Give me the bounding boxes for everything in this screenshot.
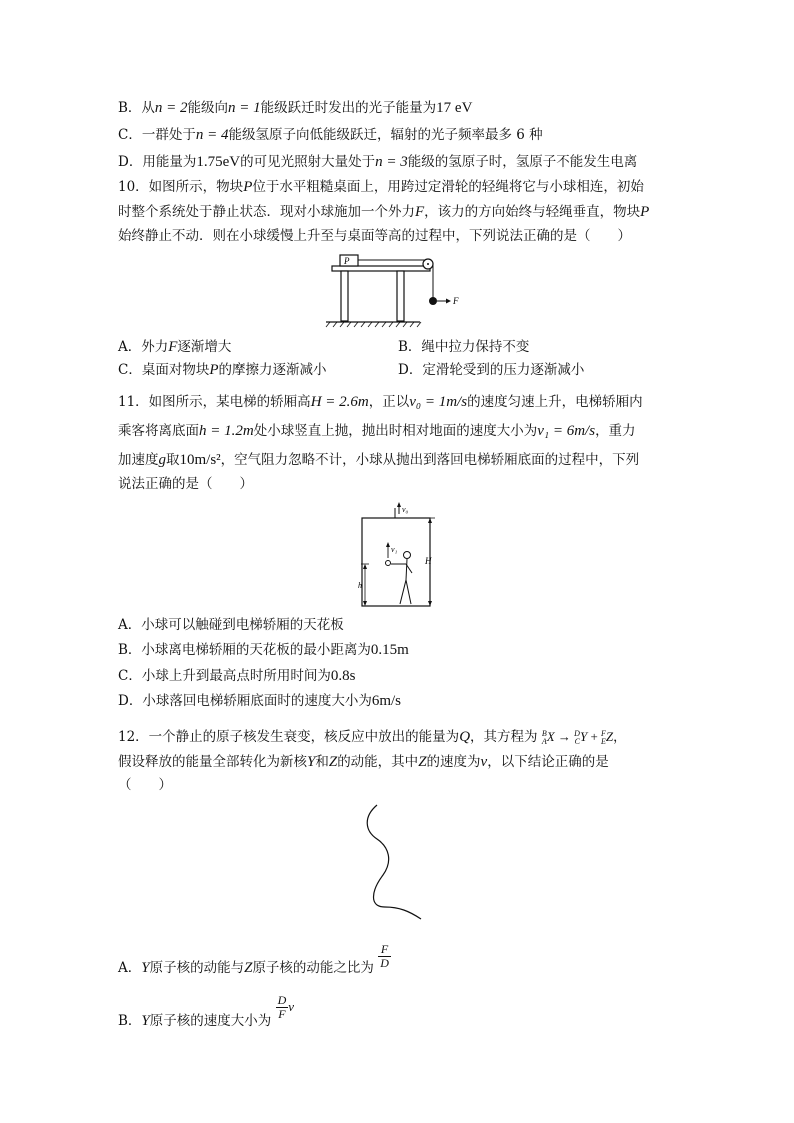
- q10-option-a: A．外力F逐渐增大: [118, 339, 232, 355]
- v1-label: v₁: [391, 545, 398, 554]
- thrown-ball: [386, 561, 391, 566]
- h-big-label: H: [425, 556, 432, 566]
- nuclear-equation: B A X → D C Y + F E Z，: [541, 729, 627, 747]
- q10-stem-line3: 始终静止不动．则在小球缓慢上升至与桌面等高的过程中，下列说法正确的是（ ）: [118, 228, 631, 244]
- elevator-car: [362, 518, 430, 606]
- block-p-label: P: [344, 256, 350, 266]
- q12-squiggle-artifact: [355, 795, 435, 925]
- q10-stem-line1: 10．如图所示，物块P位于水平粗糙桌面上，用跨过定滑轮的轻绳将它与小球相连，初始: [118, 179, 644, 195]
- q9-option-c: C．一群处于n = 4能级氢原子向低能级跃迁，辐射的光子频率最多 6 种: [118, 127, 543, 143]
- q10-stem-line2: 时整个系统处于静止状态．现对小球施加一个外力F，该力的方向始终与轻绳垂直，物块P: [118, 204, 650, 220]
- q10-figure: [320, 250, 470, 328]
- q12-option-b: B．Y原子核的速度大小为 $\frac{D}{F}$ v: [118, 993, 295, 1029]
- q11-option-b: B．小球离电梯轿厢的天花板的最小距离为0.15m: [118, 642, 409, 658]
- ball: [429, 297, 437, 305]
- ratio-fraction: $\frac{F}{D}$: [380, 942, 389, 970]
- h-small-label: h: [358, 581, 362, 590]
- q12-option-a: A．Y原子核的动能与Z原子核的动能之比为 $\frac{F}{D}$: [118, 942, 389, 976]
- q10-option-b: B．绳中拉力保持不变: [398, 339, 530, 355]
- q9-option-d: D．用能量为1.75eV的可见光照射大量处于n = 3能级的氢原子时，氢原子不能发生电离: [118, 154, 638, 170]
- velocity-fraction: $\frac{D}{F}$: [277, 993, 287, 1021]
- q11-stem-line3: 加速度g取10m/s²，空气阻力忽略不计，小球从抛出到落回电梯轿厢底面的过程中，下列: [118, 452, 640, 468]
- q11-stem-line1: 11．如图所示，某电梯的轿厢高H = 2.6m，正以v₀ = 1m/s的速度匀速上升，电梯轿厢内: [118, 394, 643, 410]
- q11-stem-line2: 乘客将离底面h = 1.2m处小球竖直上抛，抛出时相对地面的速度大小为v₁ = 6m/s，重力: [118, 423, 636, 439]
- v0-label: v₀: [402, 505, 409, 514]
- q11-stem-line4: 说法正确的是（ ）: [118, 476, 253, 492]
- q12-stem-line3: （ ）: [118, 777, 172, 793]
- q11-figure: [355, 500, 445, 610]
- q9-option-b: B．从n = 2能级向n = 1能级跃迁时发出的光子能量为17 eV: [118, 100, 473, 116]
- q10-option-d: D．定滑轮受到的压力逐渐减小: [398, 362, 585, 378]
- force-f-label: F: [453, 296, 459, 306]
- q12-stem-line2: 假设释放的能量全部转化为新核Y和Z的动能，其中Z的速度为v，以下结论正确的是: [118, 754, 609, 770]
- q10-option-c: C．桌面对物块P的摩擦力逐渐减小: [118, 362, 327, 378]
- q11-option-c: C．小球上升到最高点时所用时间为0.8s: [118, 668, 356, 684]
- q11-option-d: D．小球落回电梯轿厢底面时的速度大小为6m/s: [118, 693, 402, 709]
- q12-stem-line1: 12．一个静止的原子核发生衰变，核反应中放出的能量为Q，其方程为 B A X → D C Y + F E Z，: [118, 729, 627, 747]
- q11-option-a: A．小球可以触碰到电梯轿厢的天花板: [118, 617, 344, 633]
